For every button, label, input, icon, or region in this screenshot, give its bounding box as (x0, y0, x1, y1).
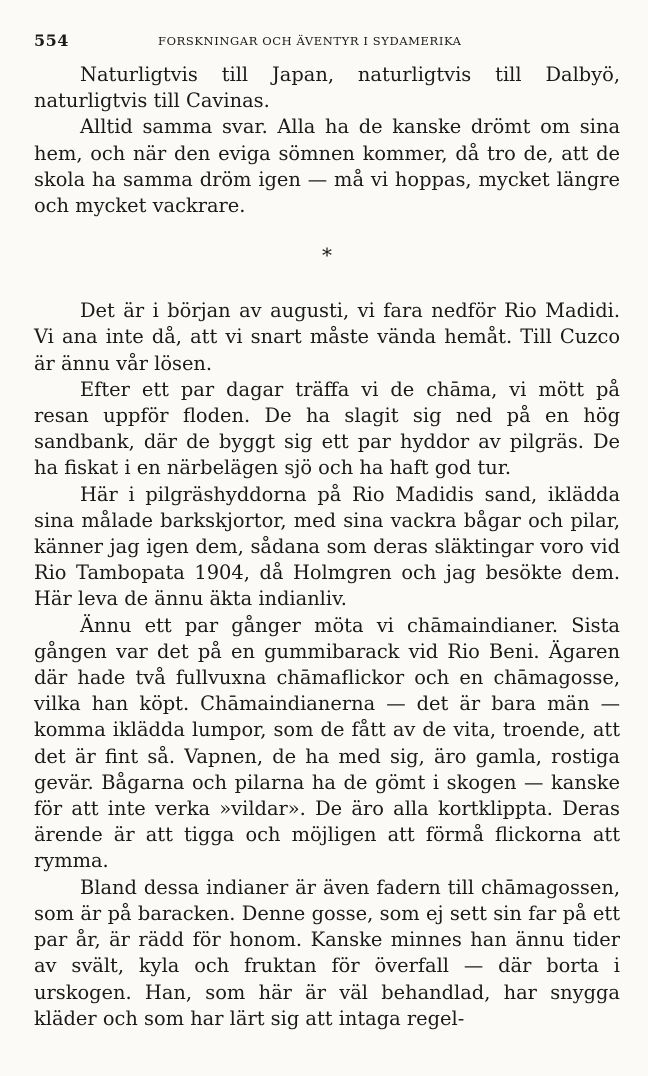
page-header (34, 31, 614, 51)
paragraph: Bland dessa indianer är även fadern till chāmagossen, som är på baracken. Denne gosse, som ej sett sin far på ett par år, är rädd för honom. Kanske minnes han ännu tider av svält, kyla och fruktan för överfall — där borta i urskogen. Han, som här är väl behandlad, har snygga kläder och som har lärt sig att intaga regel- (34, 875, 620, 1030)
page-number: 554 (34, 31, 69, 50)
section-break (34, 219, 620, 298)
paragraph: Alltid samma svar. Alla ha de kanske drömt om sina hem, och när den eviga sömnen kommer, då tro de, att de skola ha samma dröm igen — må vi hoppas, mycket längre och mycket vackrare. (34, 115, 620, 218)
paragraph: Här i pilgräshyddorna på Rio Madidis sand, iklädda sina målade barkskjortor, med sina vackra bågar och pilar, känner jag igen dem, sådana som deras släktingar voro vid Rio Tambopata 1904, då Holmgren och jag besökte dem. Här leva de ännu äkta indianliv. (34, 482, 620, 611)
running-title: FORSKNINGAR OCH ÄVENTYR I SYDAMERIKA (158, 34, 462, 48)
paragraph: Det är i början av augusti, vi fara nedför Rio Madidi. Vi ana inte då, att vi snart måste vända hemåt. Till Cuzco är ännu vår lösen. (34, 299, 620, 375)
asterisk-separator: * (322, 243, 332, 268)
body-text (34, 62, 620, 1032)
paragraph: Naturligtvis till Japan, naturligtvis till Dalbyö, naturligtvis till Cavinas. (34, 63, 620, 113)
paragraph: Efter ett par dagar träffa vi de chāma, vi mött på resan uppför floden. De ha slagit sig ned på en hög sandbank, där de byggt sig ett par hyddor av pilgräs. De ha fiskat i en närbelägen sjö och ha haft god tur. (34, 377, 620, 480)
paragraph: Ännu ett par gånger möta vi chāmaindianer. Sista gången var det på en gummibarack vid Rio Beni. Ägaren där hade två fullvuxna chāmaflickor och en chāmagosse, vilka han köpt. Chāmaindianerna — det är bara män — komma iklädda lumpor, som de fått av de vita, troende, att det är fint så. Vapnen, de ha med sig, äro gamla, rostiga gevär. Bågarna och pilarna ha de gömt i skogen — kanske för att inte verka »vildar». De äro alla kortklippta. Deras ärende är att tigga och möjligen att förmå flickorna att rymma. (34, 613, 620, 873)
